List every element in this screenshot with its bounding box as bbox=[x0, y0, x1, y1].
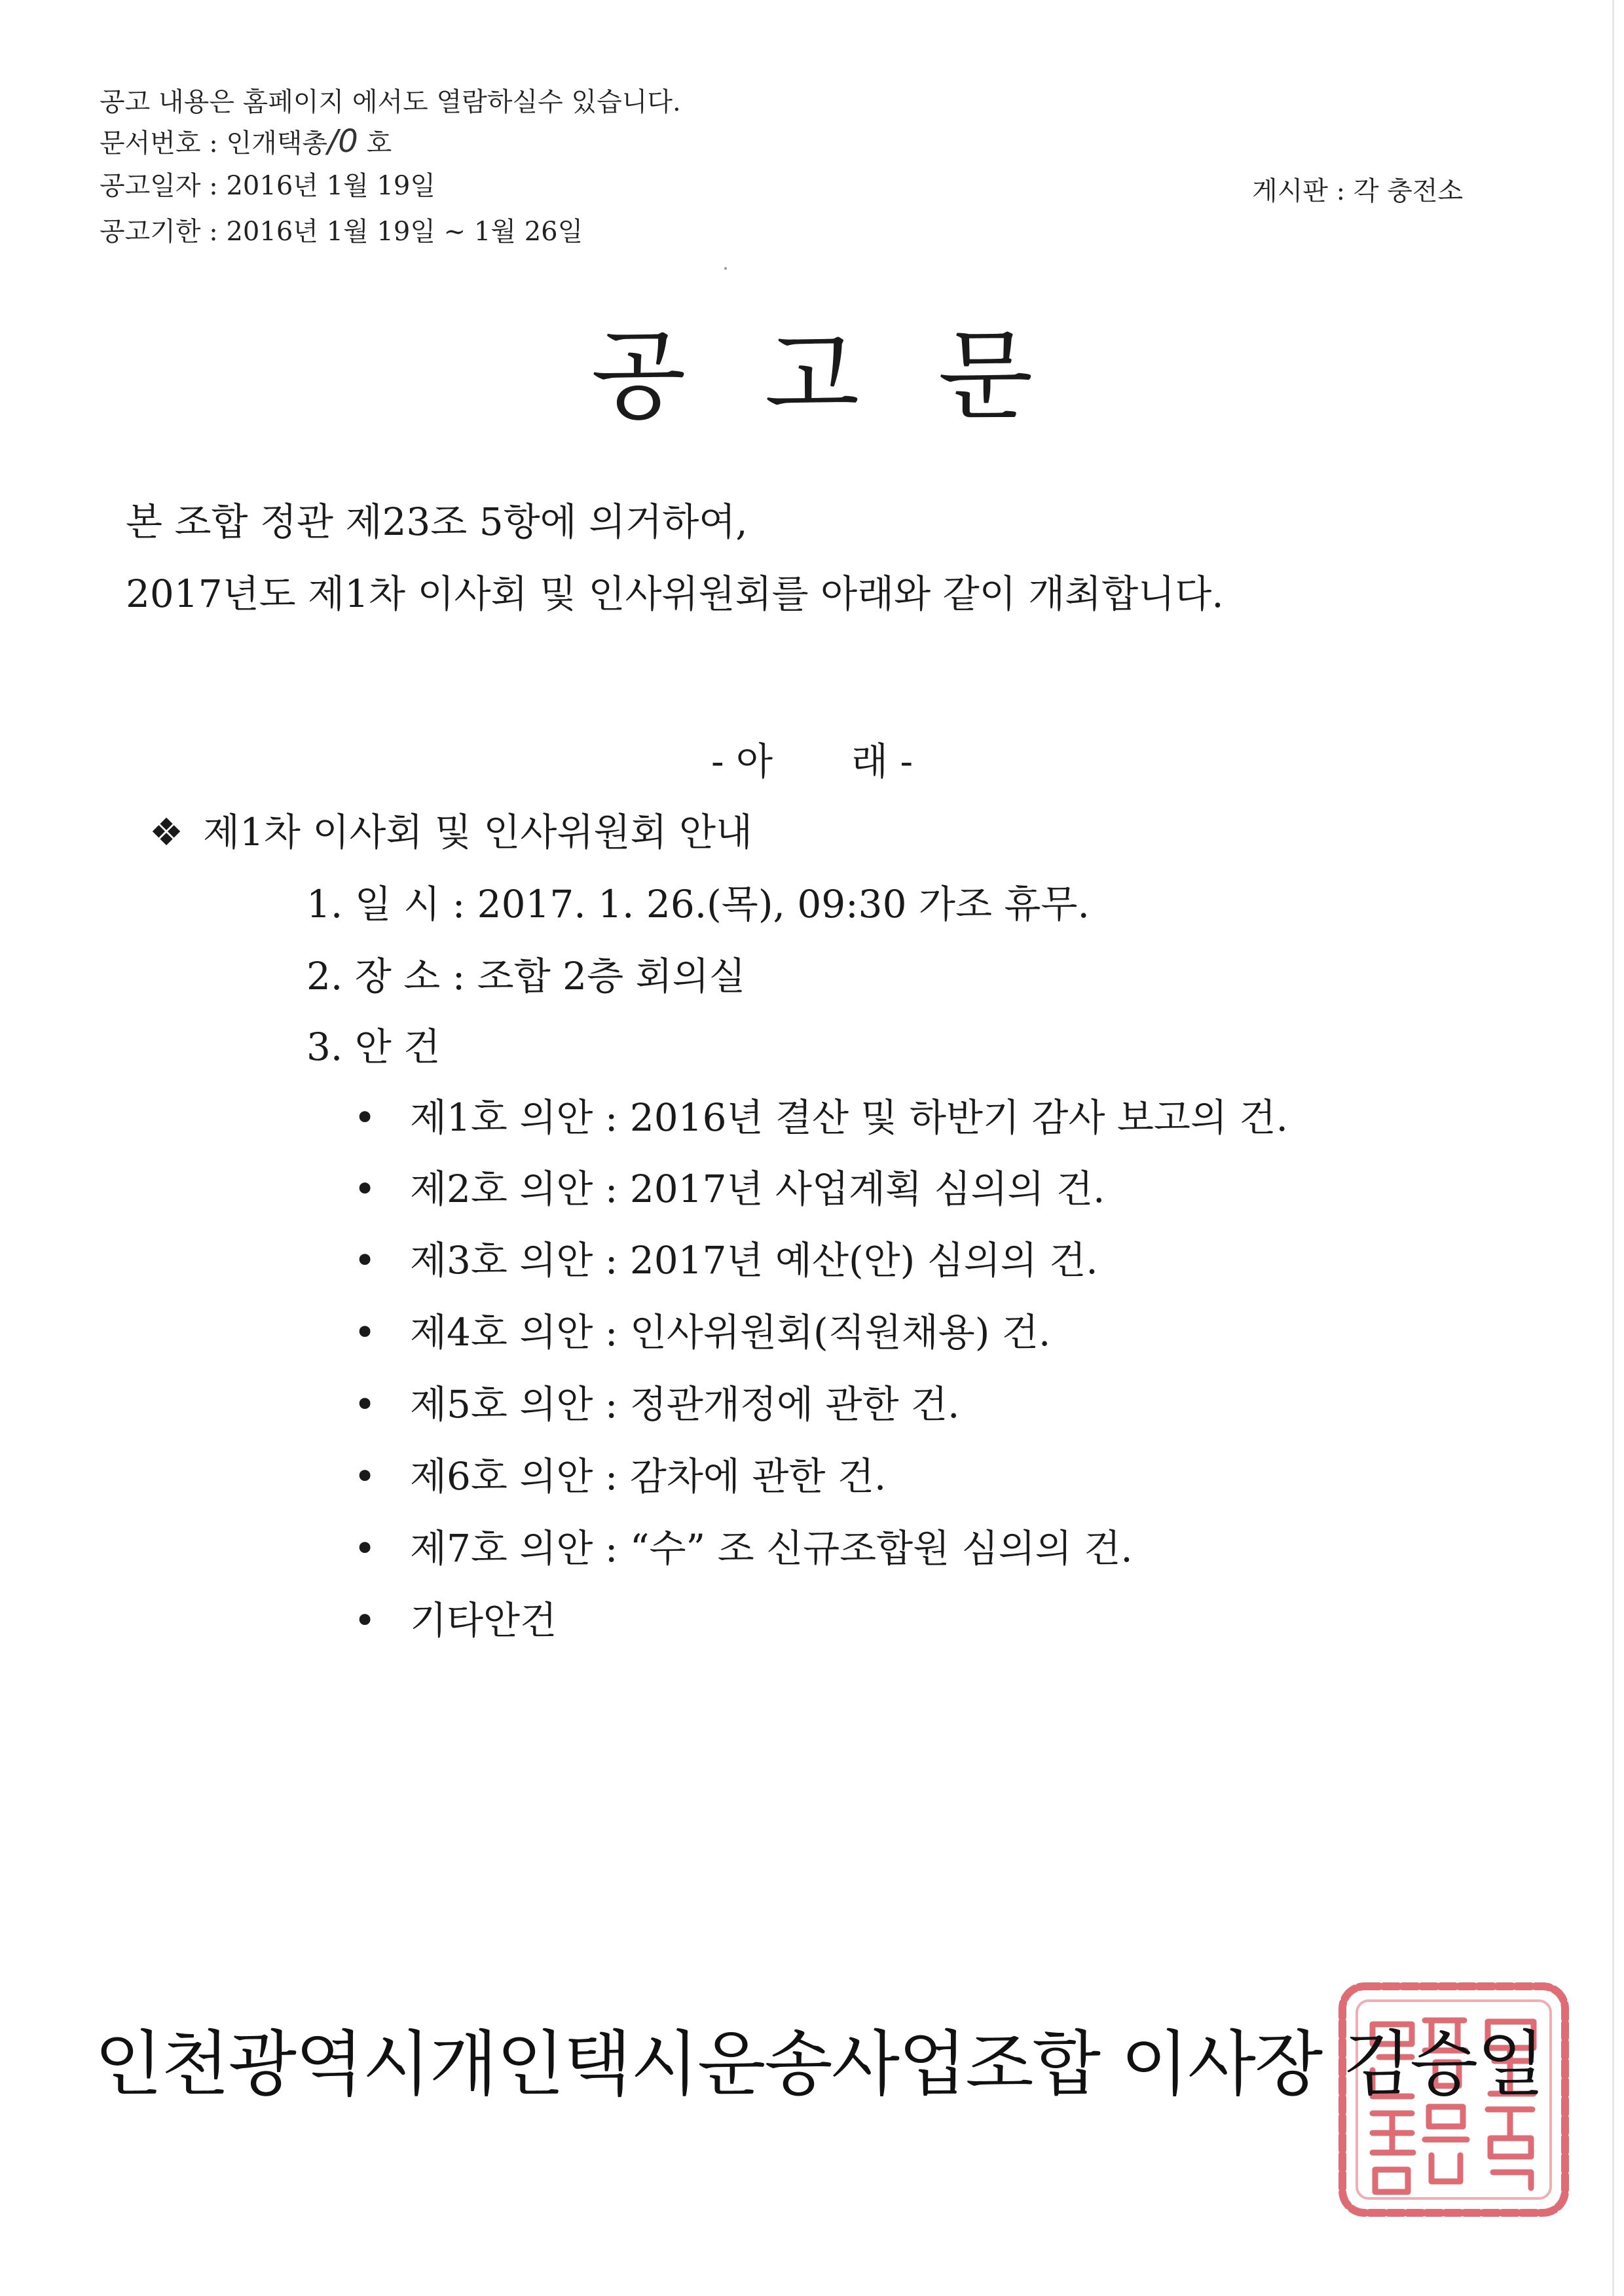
homepage-notice: 공고 내용은 홈페이지 에서도 열람하실수 있습니다. bbox=[100, 87, 681, 117]
title-char-2: 고 bbox=[764, 319, 860, 433]
document-number bbox=[100, 123, 392, 160]
agenda-item-text: 제4호 의안 : 인사위원회(직원채용) 건. bbox=[410, 1310, 1051, 1355]
bullet-dot-icon: • bbox=[354, 1454, 377, 1499]
bullet-dot-icon: • bbox=[354, 1526, 377, 1571]
bullet-dot-icon: • bbox=[354, 1167, 377, 1211]
agenda-item bbox=[354, 1166, 1105, 1212]
agenda-item bbox=[354, 1095, 1288, 1140]
intro-line-1: 본 조합 정관 제23조 5항에 의거하여, bbox=[126, 500, 748, 544]
document-number-suffix: 호 bbox=[358, 128, 392, 158]
section-heading bbox=[149, 809, 752, 855]
document-number-handwritten: /0 bbox=[327, 123, 358, 160]
intro-line-2: 2017년도 제1차 이사회 및 인사위원회를 아래와 같이 개최합니다. bbox=[126, 572, 1224, 616]
agenda-item-text: 제2호 의안 : 2017년 사업계획 심의의 건. bbox=[410, 1167, 1105, 1211]
agenda-item bbox=[354, 1381, 959, 1427]
page-title bbox=[0, 321, 1624, 432]
detail-item-agenda: 3. 안 건 bbox=[306, 1025, 441, 1069]
title-char-1: 공 bbox=[591, 319, 686, 433]
bullet-dot-icon: • bbox=[354, 1238, 377, 1283]
agenda-item-text: 제7호 의안 : “수” 조 신규조합원 심의의 건. bbox=[410, 1526, 1133, 1571]
bulletin-board: 게시판 : 각 충전소 bbox=[1252, 176, 1464, 206]
below-heading-right: 래 - bbox=[851, 739, 913, 784]
agenda-item bbox=[354, 1525, 1133, 1571]
diamond-bullet-icon: ❖ bbox=[149, 810, 183, 854]
issuer-signature: 인천광역시개인택시운송사업조합 이사장 김승일 bbox=[94, 2024, 1544, 2105]
bullet-dot-icon: • bbox=[354, 1598, 377, 1643]
title-char-3: 문 bbox=[938, 319, 1033, 433]
agenda-item-text: 기타안건 bbox=[410, 1598, 557, 1643]
agenda-item-text: 제6호 의안 : 감차에 관한 건. bbox=[410, 1454, 887, 1499]
agenda-item-text: 제1호 의안 : 2016년 결산 및 하반기 감사 보고의 건. bbox=[410, 1095, 1288, 1140]
bullet-dot-icon: • bbox=[354, 1310, 377, 1355]
announcement-period: 공고기한 : 2016년 1월 19일 ~ 1월 26일 bbox=[100, 217, 583, 247]
bullet-dot-icon: • bbox=[354, 1095, 377, 1140]
document-number-label: 문서번호 : 인개택총 bbox=[100, 128, 328, 158]
agenda-item bbox=[354, 1237, 1098, 1283]
announcement-date: 공고일자 : 2016년 1월 19일 bbox=[100, 171, 435, 201]
agenda-item bbox=[354, 1309, 1050, 1355]
below-heading-left: - 아 bbox=[710, 739, 773, 784]
scan-speck bbox=[724, 267, 727, 270]
agenda-item bbox=[354, 1453, 886, 1499]
section-heading-text: 제1차 이사회 및 인사위원회 안내 bbox=[203, 810, 753, 854]
agenda-item-text: 제5호 의안 : 정관개정에 관한 건. bbox=[410, 1382, 960, 1427]
below-heading bbox=[0, 738, 1624, 784]
detail-item-datetime: 1. 일 시 : 2017. 1. 26.(목), 09:30 가조 휴무. bbox=[306, 882, 1090, 926]
bullet-dot-icon: • bbox=[354, 1382, 377, 1427]
detail-item-place: 2. 장 소 : 조합 2층 회의실 bbox=[306, 954, 746, 998]
agenda-item-text: 제3호 의안 : 2017년 예산(안) 심의의 건. bbox=[410, 1238, 1098, 1283]
agenda-item bbox=[354, 1597, 557, 1643]
